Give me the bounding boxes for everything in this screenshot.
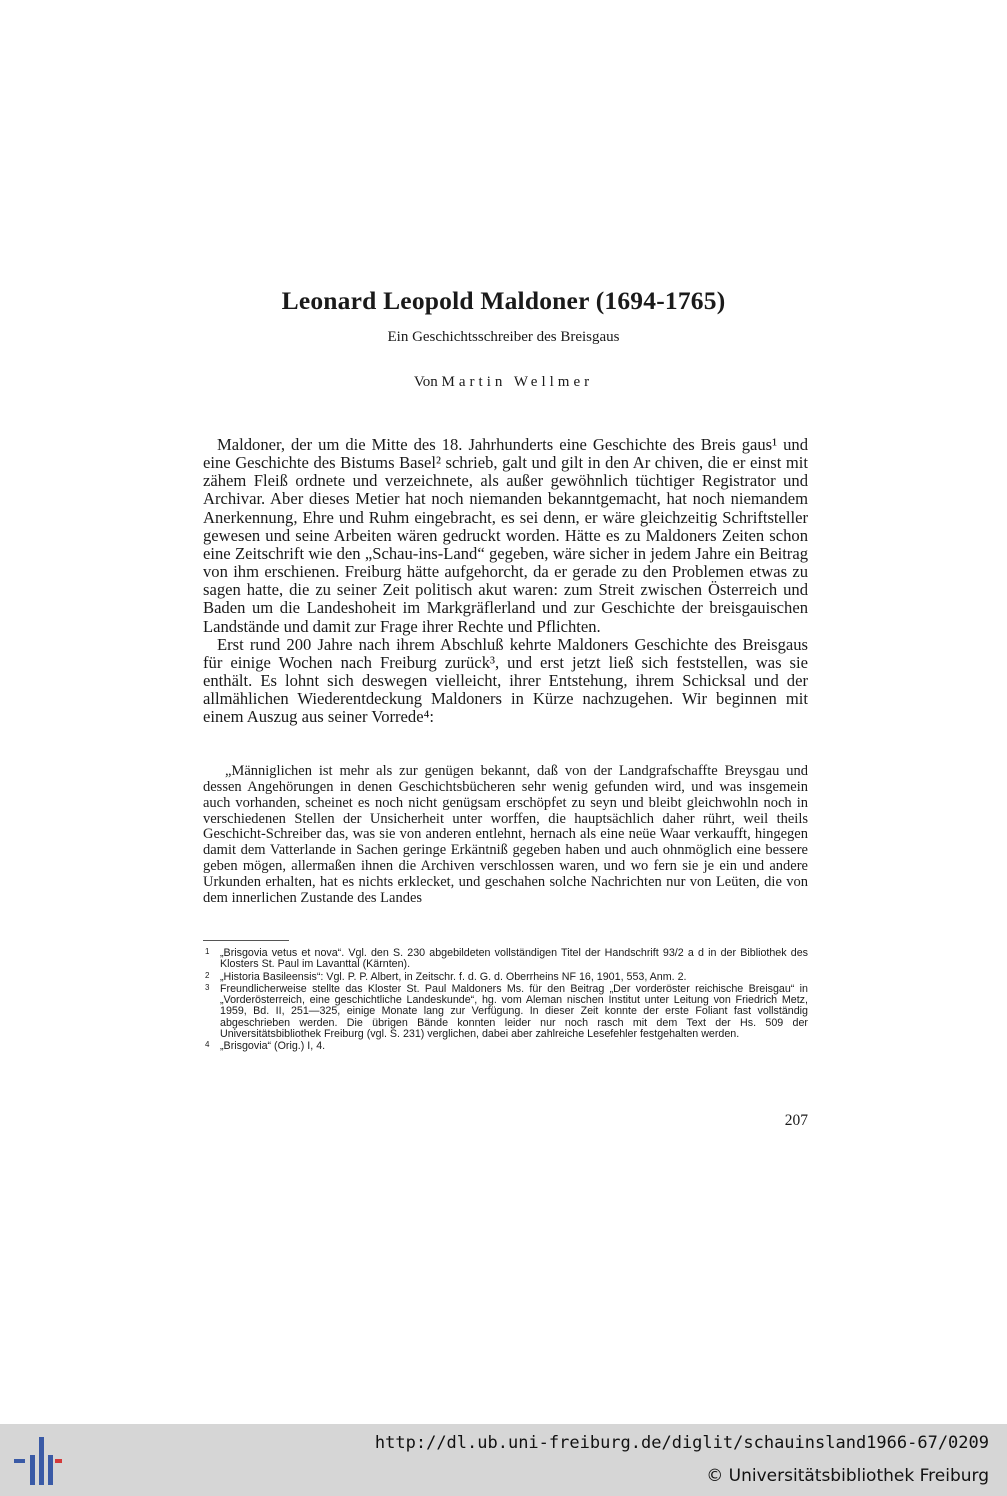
footnote-number: 4 [205, 1040, 210, 1050]
page-number: 207 [784, 1112, 808, 1129]
author-line [0, 374, 1007, 391]
footnote [203, 984, 808, 1040]
footnote [203, 972, 808, 983]
source-url-link[interactable]: http://dl.ub.uni-freiburg.de/diglit/schauinsland1966-67/0209 [374, 1433, 989, 1453]
article-subtitle: Ein Geschichtsschreiber des Breisgaus [387, 329, 620, 345]
paragraph: Erst rund 200 Jahre nach ihrem Abschluß kehrte Maldoners Geschichte des Breisgaus für einige Wochen nach Freiburg zurück³, und erst jetzt ließ sich feststellen, was sie enthält. Es lohnt sich deswegen vielleicht, ihrer Entstehung, ihrem Schicksal und der allmählichen Wiederentdeckung Maldoners in Kürze nachzugehen. Wir beginnen mit einem Auszug aus seiner Vorrede⁴: [203, 634, 808, 727]
footnote-text: „Historia Basileensis“: Vgl. P. P. Albert, in Zeitschr. f. d. G. d. Oberrheins NF 16, 1901, 553, Anm. 2. [220, 970, 687, 983]
logo-right-bar [48, 1455, 53, 1485]
footnote-number: 2 [205, 970, 210, 980]
author-name: Martin Wellmer [441, 374, 594, 390]
logo-left-dash [14, 1459, 25, 1463]
logo-center-bar [39, 1437, 44, 1485]
footnote-divider [203, 940, 289, 941]
footnote-number: 3 [205, 982, 210, 992]
footnote-number: 1 [205, 947, 210, 956]
footnote-text: „Brisgovia“ (Orig.) I, 4. [220, 1040, 326, 1053]
author-prefix: Von [413, 374, 438, 390]
footnote-text: „Brisgovia vetus et nova“. Vgl. den S. 230 abgebildeten vollständigen Titel der Handschrift 93/2 a d in der Bibliothek des Klosters St. Paul im Lavanttal (Kärnten). [220, 947, 808, 971]
footnote [203, 1041, 808, 1052]
footnote [203, 948, 808, 971]
quote-text: „Männiglichen ist mehr als zur genügen bekannt, daß von der Landgrafschaffte Breysgau und dessen Angehörungen in denen Geschichtsbücheren sehr wenig gefunden wird, und was insgemein auch vorhanden, scheinet es noch nicht genügsam erschöpfet zu seyn und bleibt gleichwohln noch in verschiedenen Stellen der Unsicherheit unter worffen, die hauptsächlich daher rührt, weil theils Geschicht-Schreiber das, was sie von anderen entlehnt, hernach als eine neüe Waar verkaufft, hingegen damit dem Vatterlande in Sachen geringe Erkäntniß gegeben haben und auch ohnmöglich eine bessere geben mögen, allermaßen ihnen die Archiven verschlossen waren, und wo fern sie je ein und andere Urkunden erhalten, hat es nichts erklecket, und geschahen solche Nachrichten nur von Leüten, die von dem innerlichen Zustande des Landes [203, 763, 808, 906]
paragraph: Maldoner, der um die Mitte des 18. Jahrhunderts eine Geschichte des Breis gaus¹ und eine Geschichte des Bistums Basel² schrieb, galt und gilt in den Ar chiven, die er einst mit zähem Fleiß ordnete und verzeichnete, als außer gewöhnlich tüchtiger Registrator und Archivar. Aber dieses Metier hat noch niemanden bekanntgemacht, hat noch niemandem Anerkennung, Ehre und Ruhm eingebracht, es sei denn, er wäre gleichzeitig Schriftsteller gewesen und seine Arbeiten wären gedruckt worden. Hätte es zu Maldoners Zeiten schon eine Zeitschrift wie den „Schau-ins-Land“ gegeben, wäre sicher in jedem Jahre ein Beitrag von ihm erschienen. Freiburg hätte aufgehorcht, da er gerade zu den Problemen etwas zu sagen hatte, die zu seiner Zeit politisch akut waren: zum Streit zwischen Österreich und Baden um die Landeshoheit im Markgräflerland und zur Geschichte der breisgauischen Landstände und damit zur Frage ihrer Rechte und Pflichten. [203, 435, 808, 636]
block-quote [203, 764, 808, 907]
article-body [203, 436, 808, 727]
article-title: Leonard Leopold Maldoner (1694-1765) [281, 286, 726, 315]
university-library-logo-icon[interactable] [12, 1435, 64, 1487]
copyright-notice: © Universitätsbibliothek Freiburg [706, 1466, 989, 1486]
logo-right-dash [55, 1459, 62, 1463]
footnote-text: Freundlicherweise stellte das Kloster St. Paul Maldoners Ms. für den Beitrag „Der vorderöster reichische Breisgau“ in „Vorderösterreich, eine geschichtliche Landeskunde“, hg. vom Aleman nischen Institut unter Leitung von Friedrich Metz, 1959, Bd. II, 251—325, einige Monate lang zur Verfügung. In dieser Zeit konnte der erste Foliant fast vollständig abgeschrieben werden. Die übrigen Bände konnten leider nur noch rasch mit dem Text der Hs. 509 der Universitätsbibliothek Freiburg (vgl. S. 231) verglichen, dabei aber zahlreiche Lesefehler festgehalten werden. [220, 982, 808, 1041]
footnotes [203, 948, 808, 1053]
logo-left-bar [30, 1455, 35, 1485]
